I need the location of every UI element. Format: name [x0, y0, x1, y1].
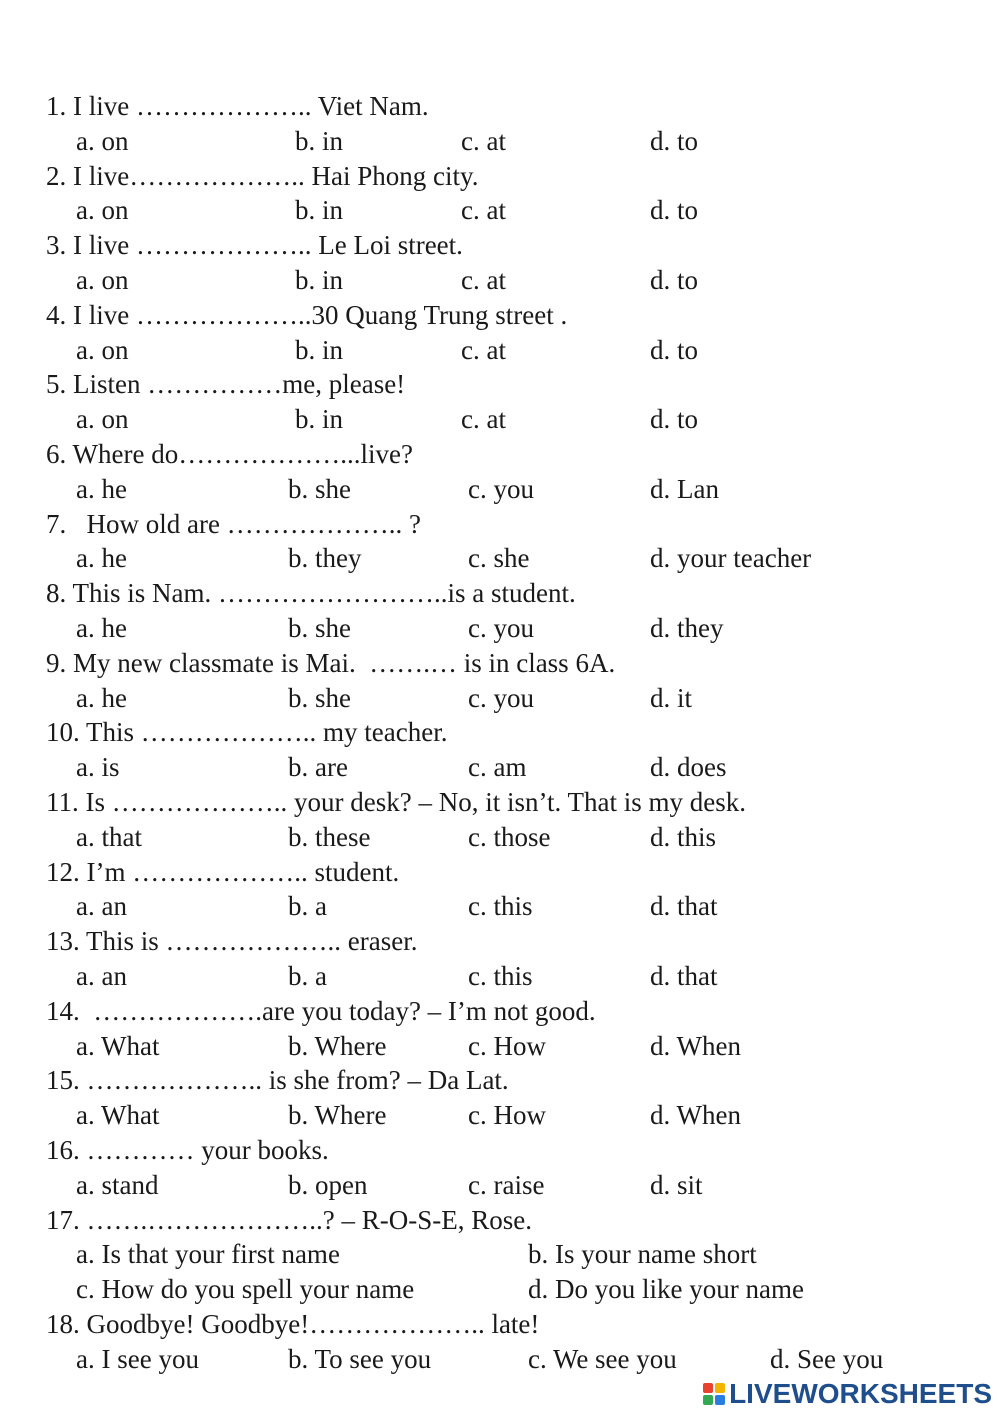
question-7-option-c[interactable]: c. she	[468, 543, 530, 574]
question-16-option-d[interactable]: d. sit	[650, 1169, 703, 1200]
question-12-option-d[interactable]: d. that	[650, 891, 718, 922]
question-15-option-b[interactable]: b. Where	[288, 1100, 387, 1131]
question-4: 4. I live ………………..30 Quang Trung street .	[46, 299, 568, 330]
question-4-option-b[interactable]: b. in	[295, 334, 344, 365]
question-5-option-c[interactable]: c. at	[461, 404, 506, 435]
question-14: 14. ……………….are you today? – I’m not good.	[46, 995, 596, 1026]
question-8: 8. This is Nam. ……………………..is a student.	[46, 578, 576, 609]
question-14-option-b[interactable]: b. Where	[288, 1030, 387, 1061]
question-7: 7. How old are ……………….. ?	[46, 508, 421, 539]
question-13-option-b[interactable]: b. a	[288, 961, 327, 991]
question-3-option-b[interactable]: b. in	[295, 265, 344, 295]
question-17-option-b[interactable]: b. Is your name short	[528, 1239, 757, 1270]
question-4-option-a[interactable]: a. on	[76, 334, 129, 365]
question-8-option-a[interactable]: a. he	[76, 613, 127, 643]
question-10-option-a[interactable]: a. is	[76, 752, 120, 783]
question-16: 16. ………… your books.	[46, 1135, 329, 1165]
question-13-option-c[interactable]: c. this	[468, 961, 533, 991]
question-2-option-c[interactable]: c. at	[461, 195, 506, 226]
question-16-option-b[interactable]: b. open	[288, 1169, 368, 1200]
question-13-option-a[interactable]: a. an	[76, 961, 127, 991]
question-18-option-c[interactable]: c. We see you	[528, 1343, 677, 1374]
question-17-option-a[interactable]: a. Is that your first name	[76, 1239, 340, 1270]
question-18-option-b[interactable]: b. To see you	[288, 1343, 432, 1374]
question-11: 11. Is ……………….. your desk? – No, it isn’t. That is my desk.	[46, 787, 746, 817]
question-14-option-c[interactable]: c. How	[468, 1030, 546, 1061]
question-5-option-a[interactable]: a. on	[76, 404, 129, 435]
liveworksheets-brand	[703, 1379, 992, 1409]
question-11-option-d[interactable]: d. this	[650, 821, 717, 852]
question-9-option-d[interactable]: d. it	[650, 682, 693, 713]
question-16-option-a[interactable]: a. stand	[76, 1169, 159, 1200]
question-8-option-c[interactable]: c. you	[468, 613, 534, 643]
question-14-option-a[interactable]: a. What	[76, 1030, 160, 1061]
question-10-option-c[interactable]: c. am	[468, 752, 527, 783]
question-9-option-a[interactable]: a. he	[76, 682, 127, 713]
question-15-option-d[interactable]: d. When	[650, 1100, 741, 1131]
question-3-option-d[interactable]: d. to	[650, 265, 699, 295]
question-11-option-a[interactable]: a. that	[76, 821, 142, 852]
question-6-option-b[interactable]: b. she	[288, 473, 351, 504]
liveworksheets-logo-icon	[703, 1383, 725, 1405]
brand-name: LIVEWORKSHEETS	[729, 1378, 992, 1409]
question-8-option-b[interactable]: b. she	[288, 613, 351, 643]
question-8-option-d[interactable]: d. they	[650, 613, 724, 643]
question-10: 10. This ……………….. my teacher.	[46, 717, 448, 748]
question-18-option-d[interactable]: d. See you	[770, 1343, 884, 1374]
question-2-option-a[interactable]: a. on	[76, 195, 129, 226]
question-6-option-d[interactable]: d. Lan	[650, 473, 719, 504]
question-7-option-b[interactable]: b. they	[288, 543, 362, 574]
question-2-option-d[interactable]: d. to	[650, 195, 699, 226]
question-13: 13. This is ……………….. eraser.	[46, 926, 418, 957]
question-1-option-c[interactable]: c. at	[461, 125, 506, 156]
question-6-option-c[interactable]: c. you	[468, 473, 534, 504]
question-9-option-b[interactable]: b. she	[288, 682, 351, 713]
question-3-option-c[interactable]: c. at	[461, 265, 506, 295]
question-5-option-d[interactable]: d. to	[650, 404, 699, 435]
question-5: 5. Listen ……………me, please!	[46, 369, 406, 400]
question-7-option-d[interactable]: d. your teacher	[650, 543, 812, 574]
question-13-option-d[interactable]: d. that	[650, 961, 718, 991]
question-1: 1. I live ……………….. Viet Nam.	[46, 91, 429, 121]
question-18-option-a[interactable]: a. I see you	[76, 1343, 199, 1374]
question-10-option-b[interactable]: b. are	[288, 752, 348, 783]
question-3: 3. I live ……………….. Le Loi street.	[46, 230, 463, 261]
question-15: 15. ……………….. is she from? – Da Lat.	[46, 1065, 509, 1096]
question-12: 12. I’m ……………….. student.	[46, 856, 400, 887]
question-5-option-b[interactable]: b. in	[295, 404, 344, 435]
question-18: 18. Goodbye! Goodbye!……………….. late!	[46, 1309, 540, 1339]
question-15-option-a[interactable]: a. What	[76, 1100, 160, 1131]
question-9-option-c[interactable]: c. you	[468, 682, 534, 713]
question-1-option-a[interactable]: a. on	[76, 125, 129, 156]
question-16-option-c[interactable]: c. raise	[468, 1169, 545, 1200]
question-3-option-a[interactable]: a. on	[76, 265, 129, 295]
question-12-option-b[interactable]: b. a	[288, 891, 327, 922]
question-1-option-d[interactable]: d. to	[650, 125, 699, 156]
question-10-option-d[interactable]: d. does	[650, 752, 727, 783]
question-11-option-b[interactable]: b. these	[288, 821, 371, 852]
question-6-option-a[interactable]: a. he	[76, 473, 127, 504]
question-2: 2. I live……………….. Hai Phong city.	[46, 160, 479, 191]
question-12-option-a[interactable]: a. an	[76, 891, 127, 922]
question-9: 9. My new classmate is Mai. …….… is in class 6A.	[46, 647, 616, 678]
question-4-option-d[interactable]: d. to	[650, 334, 699, 365]
question-6: 6. Where do………………...live?	[46, 439, 413, 469]
question-7-option-a[interactable]: a. he	[76, 543, 127, 574]
question-17: 17. …….………………..? – R-O-S-E, Rose.	[46, 1204, 532, 1235]
question-14-option-d[interactable]: d. When	[650, 1030, 741, 1061]
question-1-option-b[interactable]: b. in	[295, 125, 344, 156]
question-4-option-c[interactable]: c. at	[461, 334, 506, 365]
question-2-option-b[interactable]: b. in	[295, 195, 344, 226]
question-17-option-c[interactable]: c. How do you spell your name	[76, 1274, 415, 1305]
question-11-option-c[interactable]: c. those	[468, 821, 551, 852]
question-17-option-d[interactable]: d. Do you like your name	[528, 1274, 804, 1305]
question-12-option-c[interactable]: c. this	[468, 891, 533, 922]
question-15-option-c[interactable]: c. How	[468, 1100, 546, 1131]
